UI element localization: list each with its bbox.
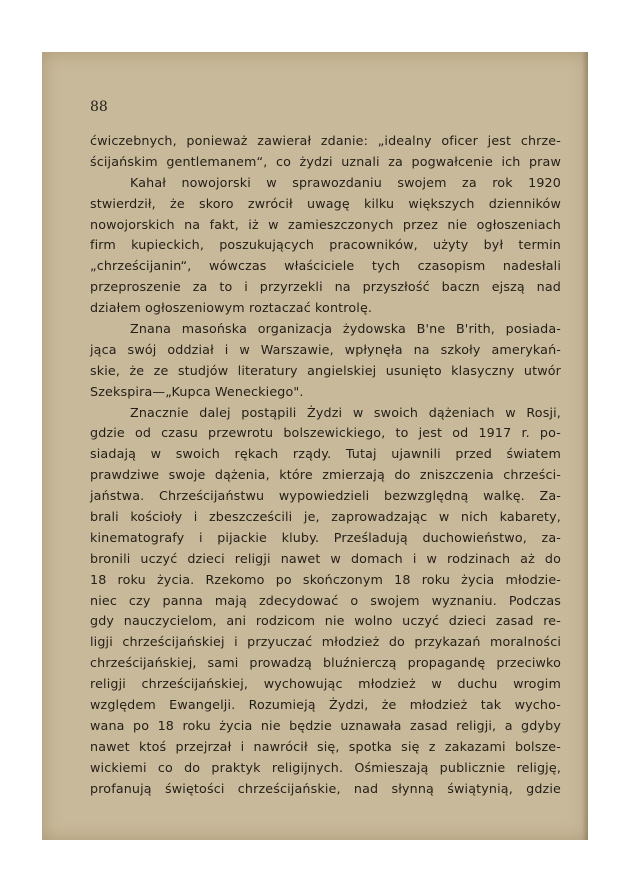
text-line: chrześcijańskiej, sami prowadzą bluźnierczą propagandę przeciwko (90, 655, 561, 671)
text-line: Szekspira—„Kupca Weneckiego". (90, 383, 304, 399)
page-edge-shadow (582, 52, 588, 840)
text-line: nawet ktoś przejrzał i nawrócił się, spotka się z zakazami bolsze- (90, 738, 561, 754)
text-line: przeproszenie za to i przyrzekli na przyszłość baczn ejszą nad (90, 279, 561, 295)
text-line: prawdziwe swoje dążenia, które zmierzają do zniszczenia chrześci- (90, 467, 561, 483)
text-line: brali kościoły i zbeszcześcili je, zaprowadzając w nich kabarety, (90, 509, 561, 525)
page-number: 88 (90, 99, 108, 115)
text-line: „chrześcijanin“, wówczas właściciele tych czasopism nadesłali (90, 258, 561, 274)
text-line: gdzie od czasu przewrotu bolszewickiego, to jest od 1917 r. po- (90, 425, 561, 441)
text-line: Kahał nowojorski w sprawozdaniu swojem za rok 1920 (130, 174, 561, 190)
text-line: siadają w swoich rękach rządy. Tutaj ujawnili przed światem (90, 446, 561, 462)
text-line: niec czy panna mają zdecydować o swojem wyznaniu. Podczas (90, 592, 561, 608)
text-line: jaństwa. Chrześcijaństwu wypowiedzieli bezwzględną walkę. Za- (90, 488, 561, 504)
text-line: 18 roku życia. Rzekomo po skończonym 18 roku życia młodzie- (90, 571, 561, 587)
text-line: stwierdził, że skoro zwrócił uwagę kilku większych dzienników (90, 195, 561, 211)
text-line: firm kupieckich, poszukujących pracowników, użyty był termin (90, 237, 561, 253)
text-line: ćwiczebnych, ponieważ zawierał zdanie: „idealny oficer jest chrze- (90, 133, 561, 148)
text-line: ligji chrześcijańskiej i przyuczać młodzież do przykazań moralności (90, 634, 561, 650)
body-text (90, 131, 561, 800)
text-line: kinematografy i pijackie kluby. Prześladują duchowieństwo, za- (90, 529, 561, 545)
text-line: względem Ewangelji. Rozumieją Żydzi, że młodzież tak wycho- (90, 697, 561, 713)
text-line: profanują świętości chrześcijańskie, nad słynną świątynią, gdzie (90, 780, 561, 796)
text-line: wickiemi co do praktyk religijnych. Ośmieszają publicznie religję, (90, 759, 561, 775)
text-line: Znana masońska organizacja żydowska B'ne B'rith, posiada- (130, 321, 561, 337)
text-line: działem ogłoszeniowym roztaczać kontrolę. (90, 300, 373, 316)
text-line: jąca swój oddział i w Warszawie, wpłynęła na szkoły amerykań- (90, 341, 561, 357)
book-page (42, 52, 588, 840)
text-line: ścijańskim gentlemanem“, co żydzi uznali za pogwałcenie ich praw (90, 153, 561, 169)
text-line: bronili uczyć dzieci religji nawet w domach i w rodzinach aż do (90, 550, 561, 566)
text-line: gdy nauczycielom, ani rodzicom nie wolno uczyć dzieci zasad re- (90, 613, 561, 629)
text-line: Znacznie dalej postąpili Żydzi w swoich dążeniach w Rosji, (130, 404, 561, 420)
text-line: nowojorskich na fakt, iż w zamieszczonych przez nie ogłoszeniach (90, 216, 561, 232)
text-line: skie, że ze studjów literatury angielskiej usunięto klasyczny utwór (90, 362, 561, 378)
text-line: religji chrześcijańskiej, wychowując młodzież w duchu wrogim (90, 676, 561, 692)
text-line: wana po 18 roku życia nie będzie uznawała zasad religji, a gdyby (90, 717, 561, 733)
